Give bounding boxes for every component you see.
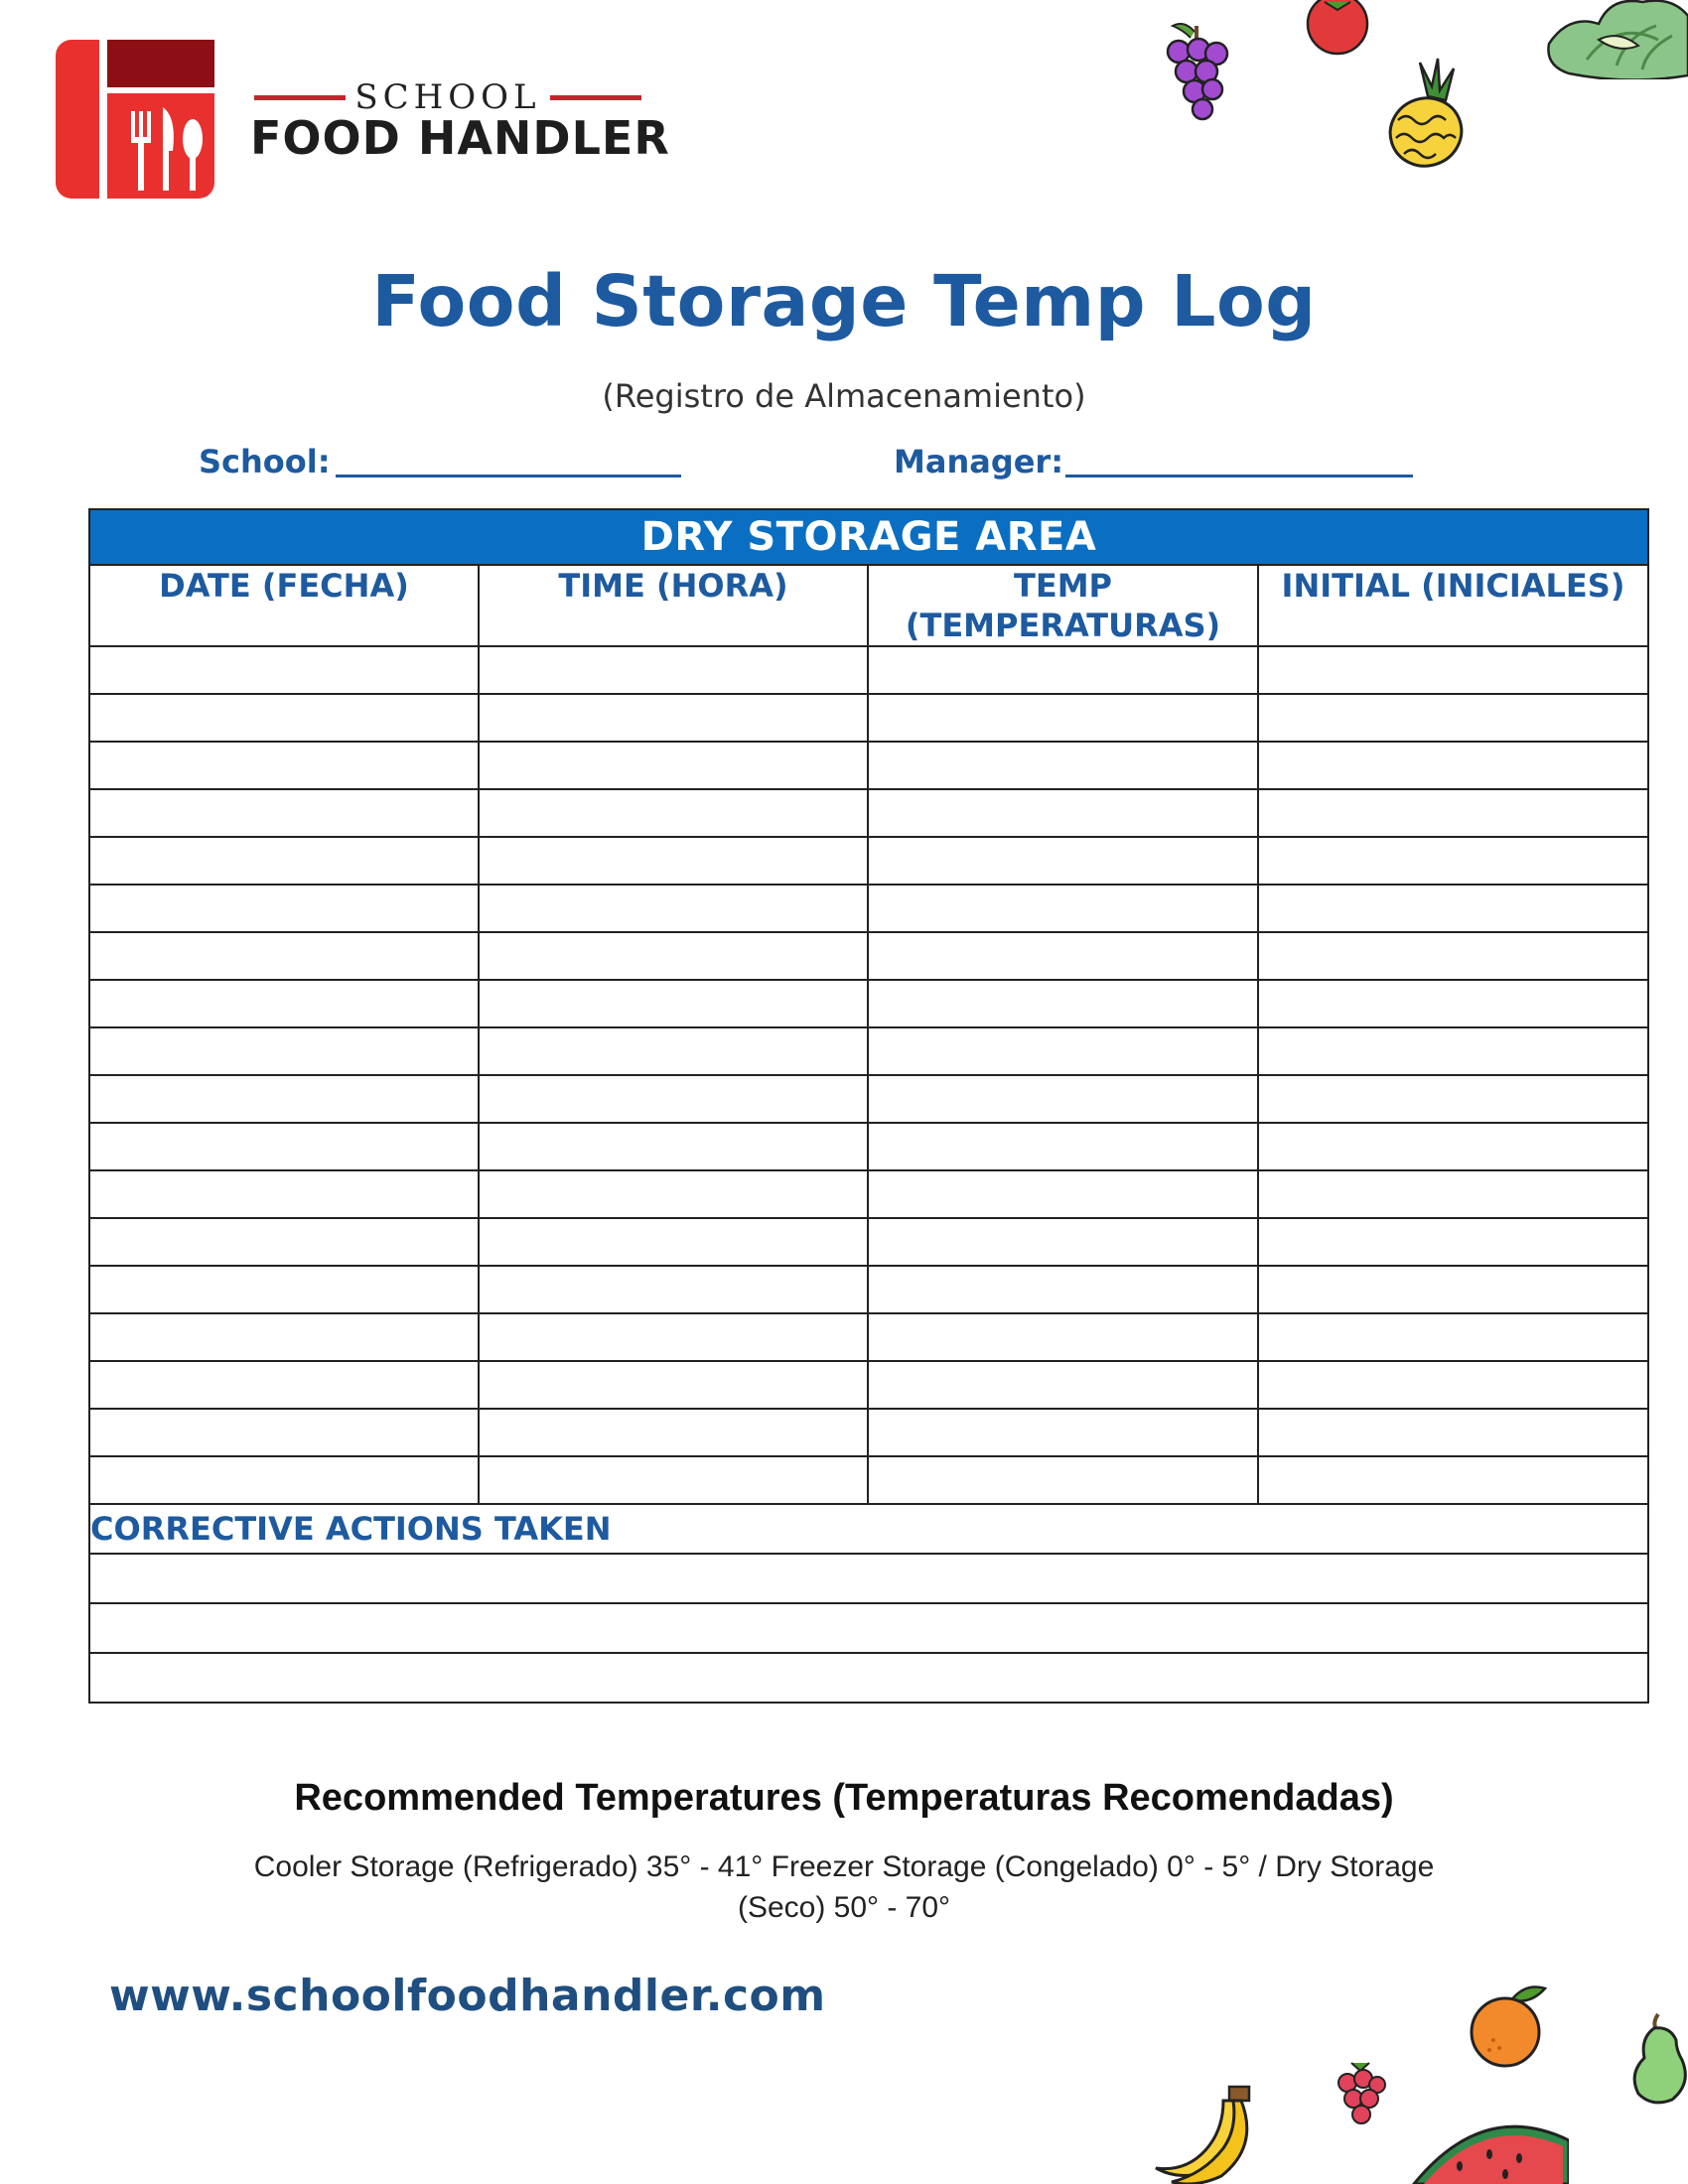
log-entries bbox=[89, 646, 1648, 1504]
time-cell[interactable] bbox=[479, 1027, 868, 1075]
tomato-icon bbox=[1303, 0, 1372, 60]
date-cell[interactable] bbox=[89, 1218, 479, 1266]
page-subtitle: (Registro de Almacenamiento) bbox=[602, 377, 1086, 415]
initial-cell[interactable] bbox=[1258, 1075, 1648, 1123]
date-cell[interactable] bbox=[89, 1361, 479, 1409]
date-cell[interactable] bbox=[89, 1409, 479, 1456]
temp-cell[interactable] bbox=[868, 1456, 1258, 1504]
time-cell[interactable] bbox=[479, 1313, 868, 1361]
table-row bbox=[89, 1361, 1648, 1409]
table-row bbox=[89, 646, 1648, 694]
corrective-action-line[interactable] bbox=[89, 1554, 1648, 1603]
pineapple-icon bbox=[1382, 55, 1474, 169]
time-cell[interactable] bbox=[479, 980, 868, 1027]
time-cell[interactable] bbox=[479, 1409, 868, 1456]
date-cell[interactable] bbox=[89, 1027, 479, 1075]
table-row bbox=[89, 980, 1648, 1027]
time-cell[interactable] bbox=[479, 1075, 868, 1123]
logo-food-handler-text: FOOD HANDLER bbox=[250, 111, 670, 165]
temp-cell[interactable] bbox=[868, 1123, 1258, 1170]
time-cell[interactable] bbox=[479, 1123, 868, 1170]
temp-log-table bbox=[88, 508, 1649, 1704]
table-row bbox=[89, 742, 1648, 789]
recommended-title: Recommended Temperatures (Temperaturas Recomendadas) bbox=[294, 1777, 1394, 1819]
recommended-text: Cooler Storage (Refrigerado) 35° - 41° Freezer Storage (Congelado) 0° - 5° / Dry Storage (Seco) 50° - 70° bbox=[253, 1850, 1435, 1924]
school-line[interactable] bbox=[336, 475, 681, 478]
time-cell[interactable] bbox=[479, 1218, 868, 1266]
initial-cell[interactable] bbox=[1258, 742, 1648, 789]
cabbage-icon bbox=[1547, 0, 1688, 79]
corrective-action-row bbox=[89, 1653, 1648, 1703]
date-cell[interactable] bbox=[89, 1075, 479, 1123]
temp-cell[interactable] bbox=[868, 1313, 1258, 1361]
table-row bbox=[89, 694, 1648, 742]
date-cell[interactable] bbox=[89, 646, 479, 694]
initial-cell[interactable] bbox=[1258, 1313, 1648, 1361]
logo bbox=[56, 40, 670, 199]
table-row bbox=[89, 932, 1648, 980]
grapes-icon bbox=[1157, 18, 1236, 127]
date-cell[interactable] bbox=[89, 1266, 479, 1313]
temp-cell[interactable] bbox=[868, 1361, 1258, 1409]
table-row bbox=[89, 789, 1648, 837]
school-label: School: bbox=[199, 443, 331, 480]
date-cell[interactable] bbox=[89, 742, 479, 789]
table-row bbox=[89, 1313, 1648, 1361]
date-cell[interactable] bbox=[89, 1313, 479, 1361]
logo-rule-right bbox=[550, 95, 641, 100]
date-cell[interactable] bbox=[89, 789, 479, 837]
column-header-temp: TEMP (TEMPERATURAS) bbox=[868, 565, 1258, 646]
table-row bbox=[89, 885, 1648, 932]
initial-cell[interactable] bbox=[1258, 932, 1648, 980]
initial-cell[interactable] bbox=[1258, 1456, 1648, 1504]
time-cell[interactable] bbox=[479, 1456, 868, 1504]
time-cell[interactable] bbox=[479, 1266, 868, 1313]
temp-cell[interactable] bbox=[868, 980, 1258, 1027]
website-link[interactable]: www.schoolfoodhandler.com bbox=[109, 1971, 826, 2021]
initial-cell[interactable] bbox=[1258, 1170, 1648, 1218]
temp-cell[interactable] bbox=[868, 1170, 1258, 1218]
column-header-time: TIME (HORA) bbox=[479, 565, 868, 646]
date-cell[interactable] bbox=[89, 1170, 479, 1218]
temp-cell[interactable] bbox=[868, 694, 1258, 742]
table-row bbox=[89, 1409, 1648, 1456]
time-cell[interactable] bbox=[479, 932, 868, 980]
temp-cell[interactable] bbox=[868, 742, 1258, 789]
time-cell[interactable] bbox=[479, 837, 868, 885]
date-cell[interactable] bbox=[89, 1123, 479, 1170]
table-row bbox=[89, 1456, 1648, 1504]
manager-label: Manager: bbox=[894, 443, 1063, 480]
temp-cell[interactable] bbox=[868, 837, 1258, 885]
time-cell[interactable] bbox=[479, 646, 868, 694]
corrective-action-line[interactable] bbox=[89, 1653, 1648, 1703]
date-cell[interactable] bbox=[89, 694, 479, 742]
time-cell[interactable] bbox=[479, 1170, 868, 1218]
initial-cell[interactable] bbox=[1258, 885, 1648, 932]
corrective-action-line[interactable] bbox=[89, 1603, 1648, 1653]
initial-cell[interactable] bbox=[1258, 646, 1648, 694]
temp-cell[interactable] bbox=[868, 885, 1258, 932]
time-cell[interactable] bbox=[479, 789, 868, 837]
banana-icon bbox=[1152, 2083, 1271, 2184]
initial-cell[interactable] bbox=[1258, 1361, 1648, 1409]
fork-knife-spoon-icon bbox=[56, 40, 214, 199]
column-header-initial: INITIAL (INICIALES) bbox=[1258, 565, 1648, 646]
column-header-date: DATE (FECHA) bbox=[89, 565, 479, 646]
corrective-actions-lines bbox=[89, 1554, 1648, 1703]
temp-cell[interactable] bbox=[868, 1409, 1258, 1456]
temp-cell[interactable] bbox=[868, 1075, 1258, 1123]
logo-school-text: SCHOOL bbox=[354, 77, 541, 117]
table-row bbox=[89, 1218, 1648, 1266]
temp-cell[interactable] bbox=[868, 932, 1258, 980]
table-row bbox=[89, 1266, 1648, 1313]
initial-cell[interactable] bbox=[1258, 980, 1648, 1027]
time-cell[interactable] bbox=[479, 742, 868, 789]
corrective-actions-label: CORRECTIVE ACTIONS TAKEN bbox=[89, 1504, 1648, 1554]
watermelon-icon bbox=[1410, 2115, 1569, 2184]
initial-cell[interactable] bbox=[1258, 1409, 1648, 1456]
manager-line[interactable] bbox=[1065, 475, 1413, 478]
pear-icon bbox=[1628, 2010, 1688, 2110]
date-cell[interactable] bbox=[89, 980, 479, 1027]
initial-cell[interactable] bbox=[1258, 789, 1648, 837]
initial-cell[interactable] bbox=[1258, 1027, 1648, 1075]
initial-cell[interactable] bbox=[1258, 694, 1648, 742]
temp-cell[interactable] bbox=[868, 1218, 1258, 1266]
initial-cell[interactable] bbox=[1258, 1266, 1648, 1313]
orange-icon bbox=[1464, 1980, 1553, 2070]
corrective-action-row bbox=[89, 1554, 1648, 1603]
table-row bbox=[89, 1075, 1648, 1123]
table-row bbox=[89, 1027, 1648, 1075]
corrective-action-row bbox=[89, 1603, 1648, 1653]
section-title: DRY STORAGE AREA bbox=[89, 509, 1648, 565]
date-cell[interactable] bbox=[89, 1456, 479, 1504]
time-cell[interactable] bbox=[479, 885, 868, 932]
table-row bbox=[89, 1123, 1648, 1170]
table-row bbox=[89, 837, 1648, 885]
initial-cell[interactable] bbox=[1258, 837, 1648, 885]
temp-cell[interactable] bbox=[868, 1266, 1258, 1313]
raspberry-icon bbox=[1326, 2053, 1395, 2132]
temp-cell[interactable] bbox=[868, 1027, 1258, 1075]
date-cell[interactable] bbox=[89, 885, 479, 932]
date-cell[interactable] bbox=[89, 932, 479, 980]
initial-cell[interactable] bbox=[1258, 1123, 1648, 1170]
date-cell[interactable] bbox=[89, 837, 479, 885]
temp-cell[interactable] bbox=[868, 789, 1258, 837]
initial-cell[interactable] bbox=[1258, 1218, 1648, 1266]
temp-cell[interactable] bbox=[868, 646, 1258, 694]
time-cell[interactable] bbox=[479, 1361, 868, 1409]
time-cell[interactable] bbox=[479, 694, 868, 742]
page-title: Food Storage Temp Log bbox=[371, 260, 1317, 342]
table-row bbox=[89, 1170, 1648, 1218]
